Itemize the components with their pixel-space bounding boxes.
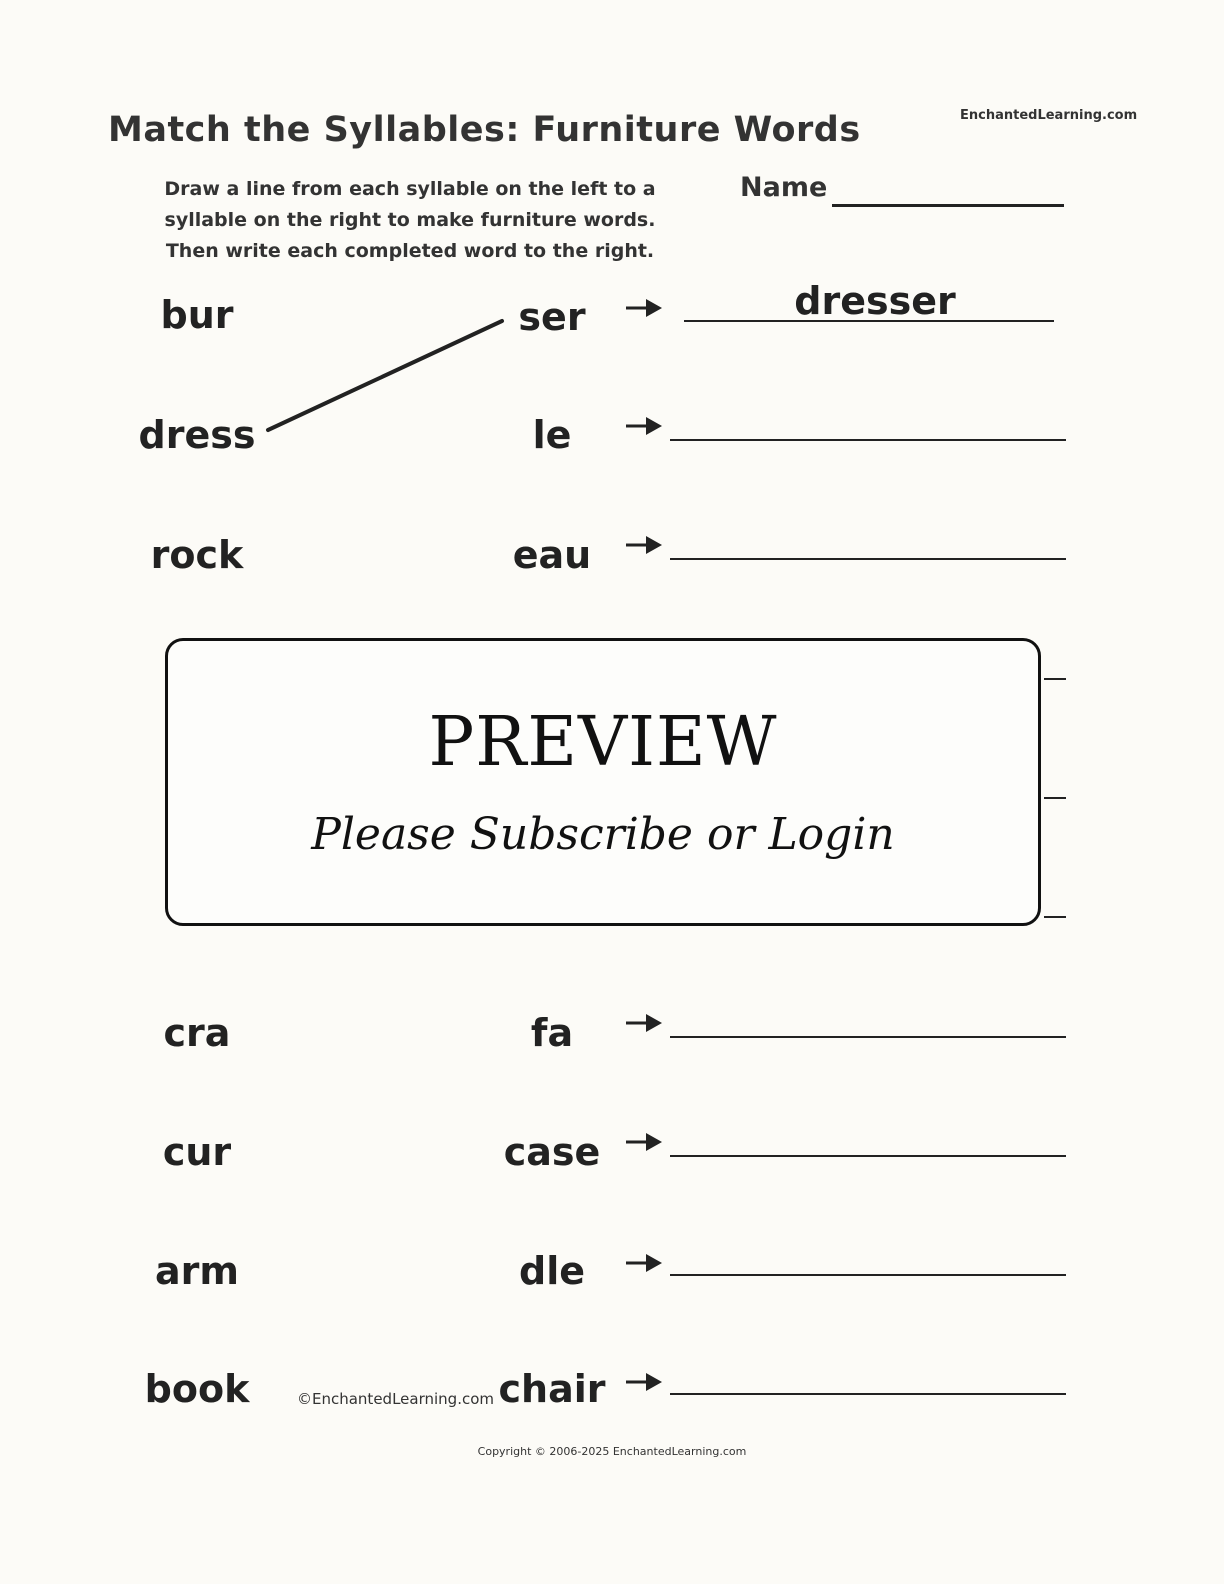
left-syllable[interactable]: arm [155,1249,239,1293]
answer-line[interactable] [670,558,1066,560]
right-syllable[interactable]: eau [512,533,592,577]
left-syllable[interactable]: bur [160,293,234,337]
page-title: Match the Syllables: Furniture Words [108,110,861,150]
answer-line-stub [1044,916,1066,918]
preview-subtitle[interactable]: Please Subscribe or Login [311,809,895,860]
example-answer: dresser [794,279,956,323]
watermark: ©EnchantedLearning.com [297,1390,494,1408]
right-arrow-icon [624,533,664,557]
left-syllable[interactable]: cur [162,1130,232,1174]
instructions-line-1: Draw a line from each syllable on the left to a [164,178,656,200]
right-arrow-icon [624,414,664,438]
right-syllable[interactable]: case [503,1130,601,1174]
site-logo-text: EnchantedLearning.com [960,108,1138,123]
right-arrow-icon [624,1251,664,1275]
right-arrow-icon [624,296,664,320]
answer-line[interactable] [670,1036,1066,1038]
instructions-line-3: Then write each completed word to the right. [165,240,655,262]
right-syllable[interactable]: le [532,413,572,457]
name-label: Name [740,172,828,203]
instructions-line-2: syllable on the right to make furniture words. [164,209,656,231]
answer-line-stub [1044,678,1066,680]
answer-line[interactable] [670,1393,1066,1395]
right-syllable[interactable]: fa [530,1011,574,1055]
right-syllable[interactable]: dle [519,1249,585,1293]
right-arrow-icon [624,1011,664,1035]
right-arrow-icon [624,1370,664,1394]
right-syllable[interactable]: chair [498,1367,606,1411]
left-syllable[interactable]: book [144,1367,250,1411]
copyright: Copyright © 2006-2025 EnchantedLearning.com [477,1445,747,1458]
preview-title: PREVIEW [428,703,778,782]
answer-line-stub [1044,797,1066,799]
right-syllable[interactable]: ser [518,295,586,339]
answer-line[interactable] [670,1274,1066,1276]
left-syllable[interactable]: dress [138,413,256,457]
preview-overlay[interactable] [165,638,1041,926]
answer-line[interactable] [684,320,1054,322]
left-syllable[interactable]: rock [150,533,244,577]
answer-line[interactable] [670,439,1066,441]
left-syllable[interactable]: cra [163,1011,231,1055]
right-arrow-icon [624,1130,664,1154]
answer-line[interactable] [670,1155,1066,1157]
